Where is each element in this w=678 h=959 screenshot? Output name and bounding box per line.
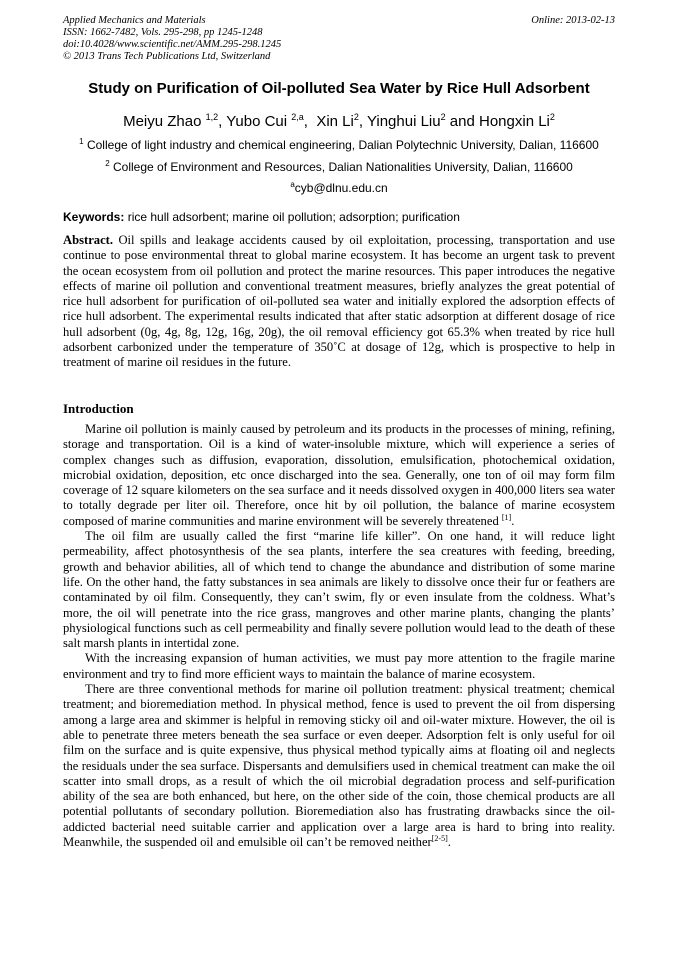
doi-line[interactable]: doi:10.4028/www.scientific.net/AMM.295-298.1245 — [63, 39, 282, 50]
section-heading-introduction: Introduction — [63, 401, 134, 416]
abstract-section — [63, 233, 615, 371]
issn-line: ISSN: 1662-7482, Vols. 295-298, pp 1245-1248 — [63, 27, 263, 38]
author-separator: and — [445, 113, 479, 130]
author-separator: , — [303, 113, 317, 130]
paragraph — [63, 651, 615, 682]
paragraph — [63, 682, 615, 850]
citation-ref[interactable]: [2-5] — [431, 833, 448, 843]
author-affil-sup: 2 — [353, 112, 359, 122]
keywords-label: Keywords: — [63, 210, 125, 224]
paragraph-end: . — [511, 513, 515, 528]
author-name: Xin Li — [316, 113, 354, 130]
author-name: Meiyu Zhao — [123, 113, 202, 130]
author-name: Yubo Cui — [226, 113, 288, 130]
affiliation-text: College of Environment and Resources, Dalian Nationalities University, Dalian, 116600 — [113, 160, 573, 174]
author-affil-sup: 2 — [440, 112, 446, 122]
affiliation-1 — [40, 138, 638, 153]
affiliation-2 — [40, 160, 638, 175]
email-address[interactable]: cyb@dlnu.edu.cn — [294, 181, 388, 195]
email-marker: a — [290, 180, 295, 189]
author-affil-sup: 1,2 — [205, 112, 219, 122]
abstract-label: Abstract. — [63, 233, 114, 247]
affiliation-number: 1 — [79, 137, 84, 146]
copyright-line: © 2013 Trans Tech Publications Ltd, Switzerland — [63, 51, 271, 62]
paragraph — [63, 422, 615, 529]
author-name: Hongxin Li — [479, 113, 550, 130]
author-name: Yinghui Liu — [366, 113, 441, 130]
paragraph-end: . — [447, 835, 451, 850]
journal-info — [63, 15, 463, 63]
abstract-text: Oil spills and leakage accidents caused by oil exploitation, processing, transportation and use continue to pose environmental threat to global marine ecosystem. It has become an urgent task to prevent the ocean ecosystem from oil pollution and protect the marine resources. This paper introduces the negative effects of marine oil pollution and conventional treatment measures, briefly analyzes the great potential of rice hull adsorbent for purification of oil-polluted sea water and initially explored the adsorption effects of rice hull adsorbent. The experimental results indicated that after static adsorption at different dosage of rice hull adsorbent (0g, 4g, 8g, 12g, 16g, 20g), the oil removal efficiency got 65.3% when treated by rice hull adsorbent carbonized under the temperature of 350˚C at dosage of 12g, which is prospective to help in treatment of marine oil residues in the future. — [63, 233, 615, 370]
affiliation-text: College of light industry and chemical engineering, Dalian Polytechnic University, Dalian, 116600 — [86, 138, 599, 152]
corresponding-email — [40, 181, 638, 196]
author-separator: , — [218, 113, 227, 130]
author-list — [40, 113, 638, 131]
paragraph-text: The oil film are usually called the first “marine life killer”. On one hand, it will reduce light permeability, affect photosynthesis of the sea plants, interfere the sea creatures with feeding, breeding, growth and behavior abilities, all of which tend to change the abundance and distribution of some marine life. On the other hand, the fatty substances in sea animals are likely to dissolve once their fur or feathers are contaminated by oil film. Consequently, they can’t swim, fly or even insulate from the coldness. What’s more, the oil will penetrate into the rice grass, mangroves and other marine plants, changing the plants’ physiological functions such as cell permeability and finally severe pollution would lead to the death of these salt marsh plants in intertidal zone. — [63, 529, 615, 651]
author-affil-sup: 2 — [549, 112, 555, 122]
keywords-text: rice hull adsorbent; marine oil pollution; adsorption; purification — [127, 210, 460, 224]
paragraph-text: Marine oil pollution is mainly caused by petroleum and its products in the processes of mining, refining, storage and transportation. Oil is a kind of water-insoluble mixture, which will experience a series of complex changes such as diffusion, evaporation, dissolution, emulsification, photochemical oxidation, microbial oxidation, deposition, etc once discharged into the sea. Generally, one ton of oil may form film coverage of 12 square kilometers on the sea surface and it needs dissolved oxygen in 400,000 liters sea water to totally degrade per liter oil. Therefore, once hit by oil pollution, the balance of marine ecosystem composed of marine communities and marine environment will be severely threatened — [63, 422, 615, 528]
paper-title: Study on Purification of Oil-polluted Sea Water by Rice Hull Adsorbent — [88, 80, 590, 97]
paragraph — [63, 529, 615, 651]
author-separator: , — [358, 113, 367, 130]
paragraph-text: With the increasing expansion of human activities, we must pay more attention to the fragile marine environment and try to find more efficient ways to maintain the balance of marine ecosystem. — [63, 651, 615, 681]
journal-name: Applied Mechanics and Materials — [63, 15, 206, 26]
introduction-body — [63, 422, 615, 850]
online-date: Online: 2013-02-13 — [531, 15, 615, 26]
keywords-section — [63, 210, 615, 225]
affiliation-number: 2 — [105, 159, 110, 168]
author-affil-sup: 2,a — [291, 112, 304, 122]
paragraph-text: There are three conventional methods for marine oil pollution treatment: physical treatment; chemical treatment; and bioremediation method. In physical method, fence is used to prevent the oil from dispersing among a large area and skimmer is helpful in removing sticky oil and oil-water mixture. However, the oil is able to penetrate three meters beneath the sea surface or even deeper. Adsorption felt is only useful for oil film on the surface and is quite expensive, thus physical method typically aims at floating oil and neglects the residuals under the sea surface. Dispersants and demulsifiers used in chemical treatment can make the oil scatter into small drops, as a result of which the oil microbial degradation process and self-purification ability of the sea are both enhanced, but here, on the other side of the coin, those chemical products are all potential pollutants of secondary pollution. Bioremediation also has frustrating drawbacks since the oil-addicted bacterial need suitable carrier and application over a large area is hard to bring into reality. Meanwhile, the suspended oil and emulsible oil can’t be removed neither — [63, 682, 615, 850]
citation-ref[interactable]: [1] — [501, 512, 512, 522]
